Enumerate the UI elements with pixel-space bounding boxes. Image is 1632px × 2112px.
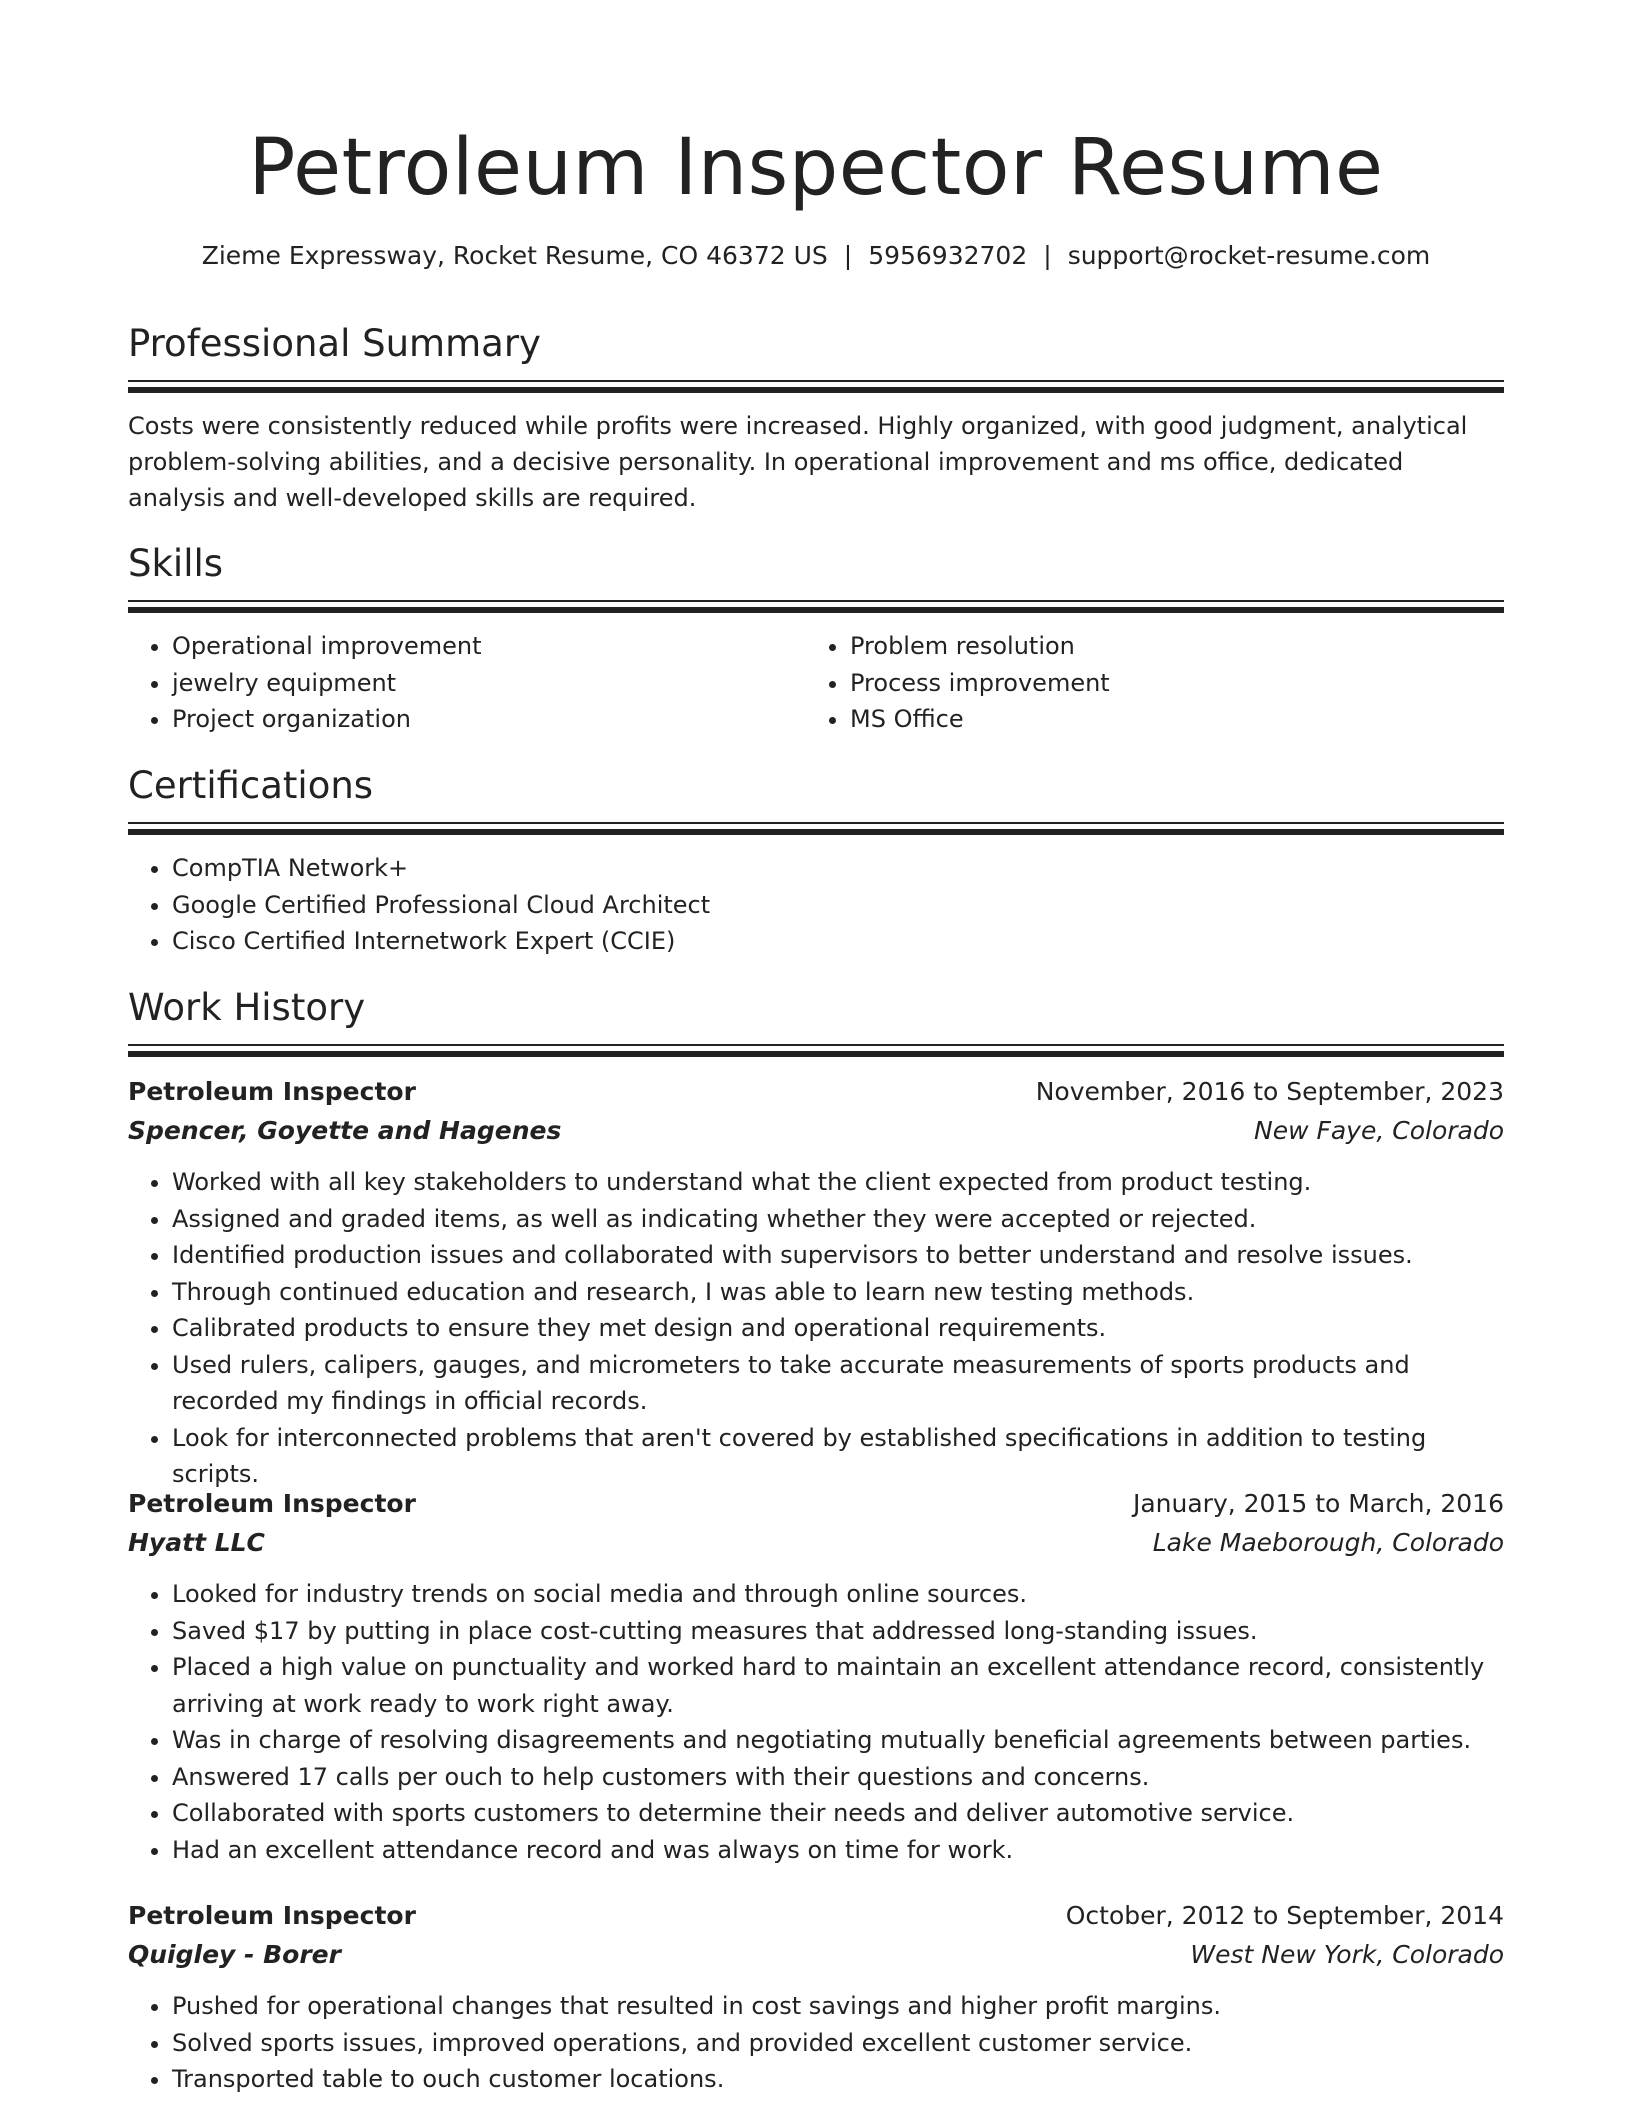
skill-item: • MS Office [850,701,1484,738]
contact-email[interactable]: support@rocket-resume.com [1067,241,1431,270]
job-bullet: • Had an excellent attendance record and was always on time for work. [172,1832,1504,1869]
job-location: Lake Maeborough, Colorado [1152,1528,1504,1557]
job-location: New Faye, Colorado [1254,1116,1504,1145]
job-bullet: • Was in charge of resolving disagreements and negotiating mutually beneficial agreements between parties. [172,1722,1504,1759]
job-header-row [128,1072,1504,1111]
contact-line [128,238,1504,274]
job-dates: January, 2015 to March, 2016 [1132,1489,1504,1518]
skill-item: • Operational improvement [172,628,806,665]
job-bullets [128,1988,1504,2098]
section-divider [128,600,1504,614]
summary-text: Costs were consistently reduced while profits were increased. Highly organized, with good judgment, analytical problem-solving abilities, and a decisive personality. In operational improvement and ms office, dedicated analysis and well-developed skills are required. [128,412,1468,512]
job-dates: October, 2012 to September, 2014 [1065,1901,1504,1930]
job-subheader-row [128,1935,1504,1974]
certifications-section [128,760,1504,960]
job-header-row [128,1484,1504,1523]
work-history-heading: Work History [128,986,366,1029]
contact-separator: | [1043,241,1052,270]
job-subheader-row [128,1111,1504,1150]
job-bullet: • Looked for industry trends on social media and through online sources. [172,1576,1504,1613]
skills-column-left [128,628,806,738]
job-bullet: • Saved $17 by putting in place cost-cutting measures that addressed long-standing issues. [172,1613,1504,1650]
skill-item: • jewelry equipment [172,665,806,702]
job-company: Quigley - Borer [128,1940,341,1969]
skill-item: • Problem resolution [850,628,1484,665]
summary-section [128,318,1504,516]
job-bullets [128,1576,1504,1868]
contact-address: Zieme Expressway, Rocket Resume, CO 46372 US [201,241,828,270]
job-title: Petroleum Inspector [128,1901,416,1930]
job-bullet: • Worked with all key stakeholders to understand what the client expected from product testing. [172,1164,1504,1201]
skills-columns [128,628,1504,738]
certification-item: • Cisco Certified Internetwork Expert (CCIE) [172,923,1504,960]
job-bullet: • Pushed for operational changes that resulted in cost savings and higher profit margins. [172,1988,1504,2025]
contact-separator: | [843,241,853,270]
certifications-list [128,850,1504,960]
work-history-section [128,982,1504,1058]
job-bullet: • Transported table to ouch customer locations. [172,2061,1504,2098]
job-location: West New York, Colorado [1190,1940,1504,1969]
job-bullet: • Through continued education and research, I was able to learn new testing methods. [172,1274,1504,1311]
job-header-row [128,1896,1504,1935]
certification-item: • CompTIA Network+ [172,850,1504,887]
skills-list-left [128,628,806,738]
job-entry [128,1072,1504,1493]
contact-phone: 5956932702 [868,241,1028,270]
skill-item: • Process improvement [850,665,1484,702]
skills-column-right [806,628,1484,738]
skills-list-right [806,628,1484,738]
section-divider [128,822,1504,836]
job-entry [128,1484,1504,1868]
job-dates: November, 2016 to September, 2023 [1035,1077,1504,1106]
skills-section [128,538,1504,738]
job-title: Petroleum Inspector [128,1489,416,1518]
summary-heading: Professional Summary [128,322,541,365]
job-bullet: • Placed a high value on punctuality and worked hard to maintain an excellent attendance record, consistently arriving at work ready to work right away. [172,1649,1504,1722]
job-bullet: • Calibrated products to ensure they met design and operational requirements. [172,1310,1504,1347]
job-bullets [128,1164,1504,1493]
job-entry [128,1896,1504,2098]
job-bullet: • Solved sports issues, improved operations, and provided excellent customer service. [172,2025,1504,2062]
job-bullet: • Collaborated with sports customers to determine their needs and deliver automotive service. [172,1795,1504,1832]
job-bullet: • Assigned and graded items, as well as indicating whether they were accepted or rejected. [172,1201,1504,1238]
section-divider [128,380,1504,394]
certifications-heading: Certifications [128,764,374,807]
certification-item: • Google Certified Professional Cloud Architect [172,887,1504,924]
section-divider [128,1044,1504,1058]
job-company: Spencer, Goyette and Hagenes [128,1116,562,1145]
job-subheader-row [128,1523,1504,1562]
skill-item: • Project organization [172,701,806,738]
job-bullet: • Used rulers, calipers, gauges, and micrometers to take accurate measurements of sports products and recorded my findings in official records. [172,1347,1504,1420]
job-bullet: • Look for interconnected problems that aren't covered by established specifications in addition to testing scripts. [172,1420,1504,1493]
job-bullet: • Identified production issues and collaborated with supervisors to better understand and resolve issues. [172,1237,1504,1274]
resume-title: Petroleum Inspector Resume [248,123,1384,213]
job-title: Petroleum Inspector [128,1077,416,1106]
job-company: Hyatt LLC [128,1528,265,1557]
skills-heading: Skills [128,542,224,585]
job-bullet: • Answered 17 calls per ouch to help customers with their questions and concerns. [172,1759,1504,1796]
